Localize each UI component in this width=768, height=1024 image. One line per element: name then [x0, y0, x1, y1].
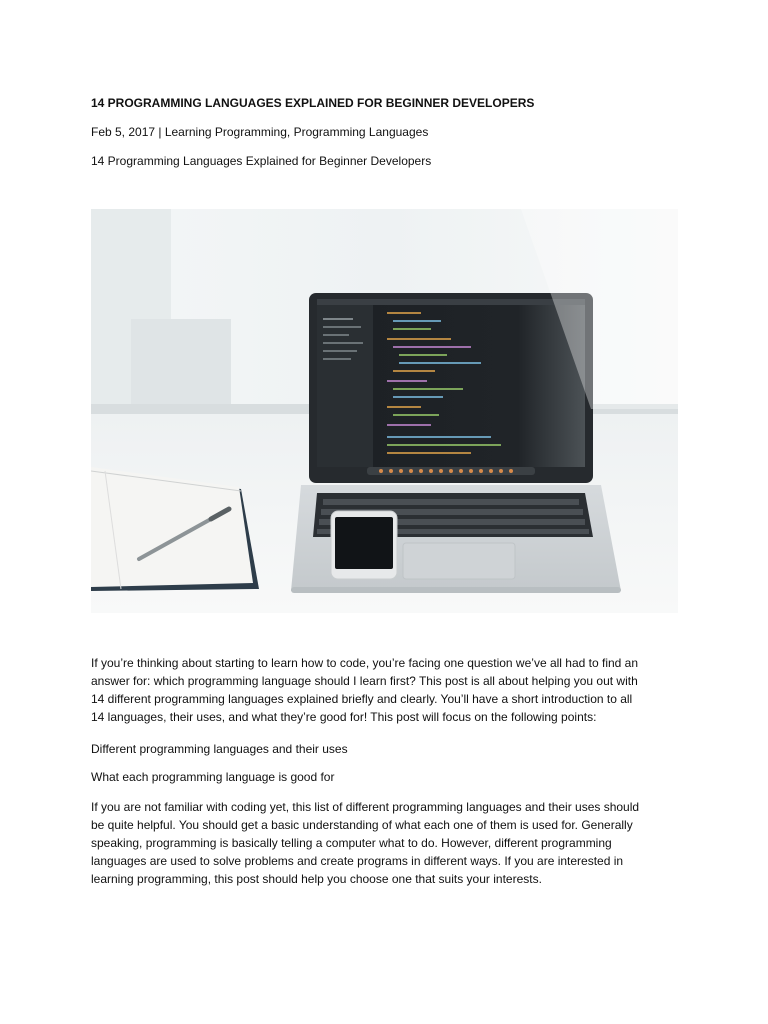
- article-subtitle: [91, 152, 691, 170]
- article-meta: [91, 123, 691, 141]
- focus-point-2: [91, 768, 691, 786]
- paragraph-line: be quite helpful. You should get a basic understanding of what each one of them is used for. Generally: [91, 818, 633, 832]
- focus-point-1: [91, 740, 691, 758]
- article-title-text: 14 PROGRAMMING LANGUAGES EXPLAINED FOR BEGINNER DEVELOPERS: [91, 96, 535, 110]
- paragraph-line: speaking, programming is basically telling a computer what to do. However, different programming: [91, 836, 612, 850]
- intro-paragraph: [91, 654, 691, 726]
- hero-photo-laptop: [91, 209, 678, 613]
- article-subtitle-text: 14 Programming Languages Explained for Beginner Developers: [91, 154, 432, 168]
- article-title: [91, 94, 691, 112]
- focus-point-text: Different programming languages and their uses: [91, 742, 348, 756]
- paragraph-line: 14 different programming languages explained briefly and clearly. You’ll have a short introduction to all: [91, 692, 633, 706]
- paragraph-line: learning programming, this post should help you choose one that suits your interests.: [91, 872, 542, 886]
- paragraph-line: languages are used to solve problems and create programs in different ways. If you are interested in: [91, 854, 624, 868]
- paragraph-line: 14 languages, their uses, and what they’re good for! This post will focus on the following points:: [91, 710, 597, 724]
- body-paragraph: [91, 798, 691, 888]
- focus-point-text: What each programming language is good for: [91, 770, 335, 784]
- paragraph-line: answer for: which programming language should I learn first? This post is all about helping you out with: [91, 674, 638, 688]
- article-meta-text: Feb 5, 2017 | Learning Programming, Programming Languages: [91, 125, 429, 139]
- laptop-photo-illustration: [91, 209, 678, 613]
- smartphone-illustration: [331, 511, 397, 579]
- paragraph-line: If you’re thinking about starting to learn how to code, you’re facing one question we’ve all had to find an: [91, 656, 639, 670]
- paragraph-line: If you are not familiar with coding yet, this list of different programming languages and their uses should: [91, 800, 640, 814]
